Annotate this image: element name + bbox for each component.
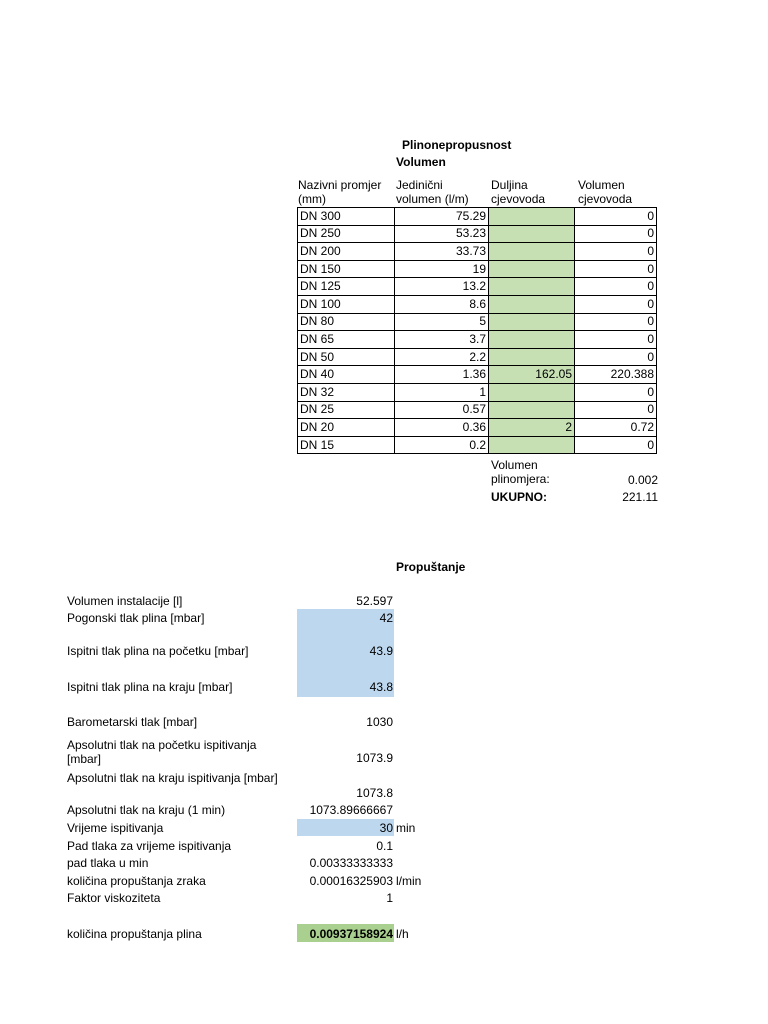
air-leak-label: količina propuštanja zraka — [67, 874, 206, 888]
install-volume-label: Volumen instalacije [l] — [67, 594, 183, 608]
meter-volume-label: Volumen plinomjera: — [491, 458, 550, 486]
table-row — [298, 331, 657, 349]
unit-volume-cell: 1.36 — [395, 366, 489, 384]
table-row — [298, 419, 657, 437]
pipe-length-input[interactable]: 2 — [489, 419, 575, 437]
dn-cell: DN 250 — [298, 225, 395, 243]
table-row — [298, 295, 657, 313]
pipe-volume-cell: 0.72 — [575, 419, 657, 437]
pipe-volume-cell: 0 — [575, 401, 657, 419]
pipe-length-input[interactable] — [489, 348, 575, 366]
unit-volume-cell: 19 — [395, 260, 489, 278]
test-end-pressure-label: Ispitni tlak plina na kraju [mbar] — [67, 680, 233, 694]
pipe-length-input[interactable] — [489, 225, 575, 243]
pipe-volume-cell: 0 — [575, 295, 657, 313]
pipe-length-input[interactable]: 162.05 — [489, 366, 575, 384]
pipe-length-input[interactable] — [489, 383, 575, 401]
header-pipe-length: Duljina cjevovoda — [491, 178, 546, 206]
dn-cell: DN 80 — [298, 313, 395, 331]
pipe-length-input[interactable] — [489, 313, 575, 331]
unit-volume-cell: 5 — [395, 313, 489, 331]
dn-cell: DN 40 — [298, 366, 395, 384]
unit-volume-cell: 2.2 — [395, 348, 489, 366]
viscosity-label: Faktor viskoziteta — [67, 891, 161, 905]
pipe-volume-cell: 0 — [575, 243, 657, 261]
unit-volume-cell: 1 — [395, 383, 489, 401]
abs-end-1min-value: 1073.89666667 — [309, 803, 393, 817]
dn-cell: DN 20 — [298, 419, 395, 437]
pressure-drop-label: Pad tlaka za vrijeme ispitivanja — [67, 839, 232, 853]
pipe-volume-cell: 0 — [575, 225, 657, 243]
gas-leak-value: 0.00937158924 — [309, 927, 393, 941]
table-row — [298, 260, 657, 278]
table-row — [298, 208, 657, 226]
pipe-length-input[interactable] — [489, 401, 575, 419]
pipe-volume-cell: 0 — [575, 278, 657, 296]
unit-volume-cell: 0.57 — [395, 401, 489, 419]
abs-start-pressure-value: 1073.9 — [356, 751, 393, 765]
test-time-value[interactable]: 30 — [379, 821, 393, 835]
dn-cell: DN 300 — [298, 208, 395, 226]
table-row — [298, 243, 657, 261]
dn-cell: DN 50 — [298, 348, 395, 366]
table-row — [298, 401, 657, 419]
pipe-volume-cell: 0 — [575, 208, 657, 226]
test-end-pressure-value[interactable]: 43.8 — [369, 680, 393, 694]
unit-volume-cell: 75.29 — [395, 208, 489, 226]
abs-end-pressure-label: Apsolutni tlak na kraju ispitivanja [mbar] — [67, 771, 278, 785]
pressure-drop-value: 0.1 — [376, 839, 393, 853]
pipe-length-input[interactable] — [489, 260, 575, 278]
gas-leak-unit: l/h — [396, 927, 409, 941]
table-row — [298, 225, 657, 243]
unit-volume-cell: 53.23 — [395, 225, 489, 243]
pipe-volume-cell: 220.388 — [575, 366, 657, 384]
dn-cell: DN 32 — [298, 383, 395, 401]
operating-pressure-label: Pogonski tlak plina [mbar] — [67, 611, 205, 625]
dn-cell: DN 25 — [298, 401, 395, 419]
unit-volume-cell: 13.2 — [395, 278, 489, 296]
unit-volume-cell: 8.6 — [395, 295, 489, 313]
pipe-volume-cell: 0 — [575, 383, 657, 401]
dn-cell: DN 125 — [298, 278, 395, 296]
pipe-length-input[interactable] — [489, 331, 575, 349]
volume-table — [297, 207, 657, 454]
unit-volume-cell: 0.36 — [395, 419, 489, 437]
air-leak-value: 0.00016325903 — [309, 874, 393, 888]
drop-per-min-value: 0.00333333333 — [309, 856, 393, 870]
unit-volume-cell: 0.2 — [395, 436, 489, 454]
dn-cell: DN 65 — [298, 331, 395, 349]
pipe-volume-cell: 0 — [575, 313, 657, 331]
table-row — [298, 348, 657, 366]
section-title-plinonepropusnost: Plinonepropusnost — [402, 138, 512, 152]
dn-cell: DN 15 — [298, 436, 395, 454]
table-row — [298, 366, 657, 384]
pipe-length-input[interactable] — [489, 278, 575, 296]
subtitle-volumen: Volumen — [396, 155, 446, 169]
total-value: 221.11 — [622, 490, 658, 504]
test-start-pressure-label: Ispitni tlak plina na početku [mbar] — [67, 644, 249, 658]
table-row — [298, 383, 657, 401]
barometric-pressure-value: 1030 — [366, 715, 393, 729]
pipe-volume-cell: 0 — [575, 436, 657, 454]
operating-pressure-value[interactable]: 42 — [379, 611, 393, 625]
test-time-unit: min — [396, 821, 416, 835]
table-row — [298, 436, 657, 454]
pipe-volume-cell: 0 — [575, 348, 657, 366]
air-leak-unit: l/min — [396, 874, 422, 888]
abs-end-1min-label: Apsolutni tlak na kraju (1 min) — [67, 803, 226, 817]
viscosity-value: 1 — [386, 891, 393, 905]
unit-volume-cell: 3.7 — [395, 331, 489, 349]
table-row — [298, 313, 657, 331]
section-title-propustanje: Propuštanje — [396, 560, 466, 574]
pipe-length-input[interactable] — [489, 436, 575, 454]
test-start-pressure-value[interactable]: 43.9 — [369, 644, 393, 658]
pipe-length-input[interactable] — [489, 295, 575, 313]
header-unit-volume: Jedinični volumen (l/m) — [396, 178, 469, 206]
pipe-volume-cell: 0 — [575, 331, 657, 349]
test-time-label: Vrijeme ispitivanja — [67, 821, 164, 835]
pipe-length-input[interactable] — [489, 208, 575, 226]
gas-leak-label: količina propuštanja plina — [67, 927, 202, 941]
abs-end-pressure-value: 1073.8 — [356, 786, 393, 800]
dn-cell: DN 200 — [298, 243, 395, 261]
unit-volume-cell: 33.73 — [395, 243, 489, 261]
drop-per-min-label: pad tlaka u min — [67, 856, 149, 870]
header-nominal-diameter: Nazivni promjer (mm) — [298, 178, 382, 206]
meter-volume-value: 0.002 — [627, 473, 658, 487]
dn-cell: DN 150 — [298, 260, 395, 278]
table-row — [298, 278, 657, 296]
header-pipe-volume: Volumen cjevovoda — [578, 178, 633, 206]
barometric-pressure-label: Barometarski tlak [mbar] — [67, 715, 198, 729]
install-volume-value: 52.597 — [356, 594, 393, 608]
pipe-volume-cell: 0 — [575, 260, 657, 278]
abs-start-pressure-label: Apsolutni tlak na početku ispitivanja [mbar] — [67, 738, 257, 766]
total-label: UKUPNO: — [491, 490, 547, 504]
pipe-length-input[interactable] — [489, 243, 575, 261]
dn-cell: DN 100 — [298, 295, 395, 313]
